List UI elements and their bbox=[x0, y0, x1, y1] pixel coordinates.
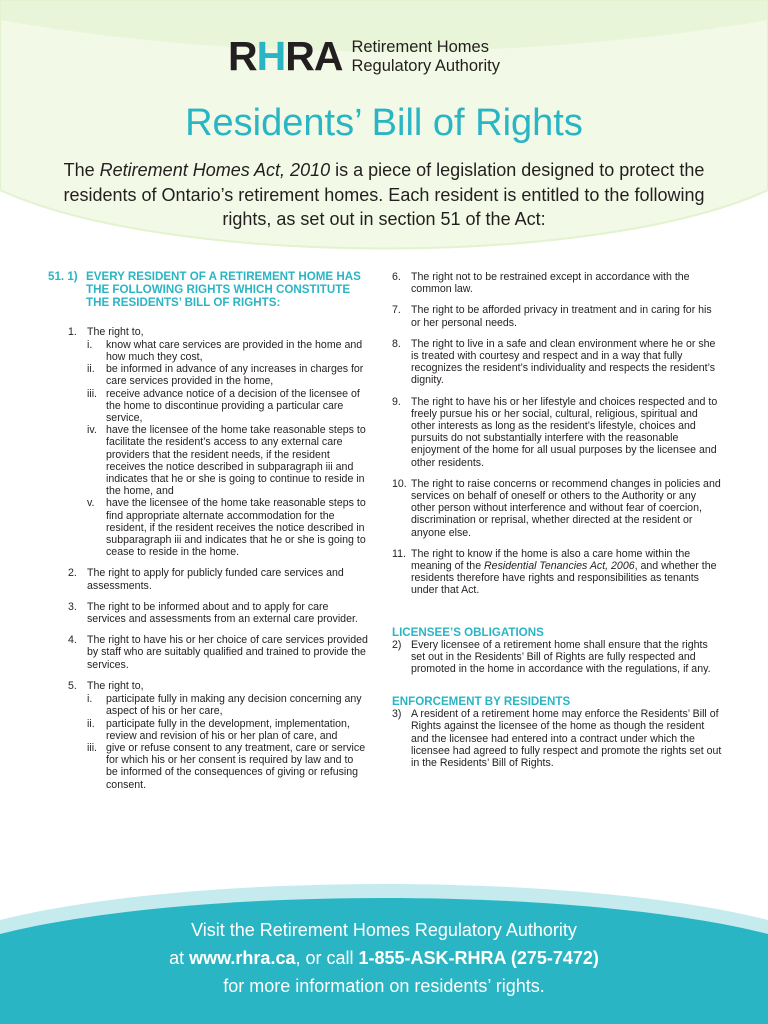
right-number: 6. bbox=[392, 271, 401, 283]
paragraph-number: 2) bbox=[392, 638, 402, 651]
right-item-1 bbox=[68, 326, 368, 559]
sub-item bbox=[87, 339, 368, 363]
sub-text: participate fully in making any decision concerning any aspect of his or her care, bbox=[106, 693, 362, 718]
sub-text: be informed in advance of any increases in charges for care services provided in the home, bbox=[106, 363, 364, 388]
rhra-logo bbox=[228, 33, 501, 79]
paragraph-text: Every licensee of a retirement home shall ensure that the rights set out in the Residents’ Bill of Rights are fully respected and promoted in the home in accordance with the regulations, if any. bbox=[411, 638, 711, 676]
right-item-7 bbox=[392, 304, 722, 328]
website-link[interactable]: www.rhra.ca bbox=[189, 948, 296, 968]
phone-number[interactable]: 1-855-ASK-RHRA (275-7472) bbox=[358, 948, 599, 968]
sub-text: participate fully in the development, implementation, review and revision of his or her plan of care, and bbox=[106, 717, 350, 742]
rights-list-left bbox=[48, 326, 368, 791]
licensee-obligations-heading: LICENSEE’S OBLIGATIONS bbox=[392, 625, 544, 639]
sub-item bbox=[87, 742, 368, 791]
right-text: The right not to be restrained except in accordance with the common law. bbox=[411, 271, 690, 296]
sub-item bbox=[87, 497, 368, 558]
right-column bbox=[392, 271, 722, 769]
right-11-text-start: The right to know if the home is also a care home within the meaning of the bbox=[411, 547, 691, 573]
page-title: Residents’ Bill of Rights bbox=[185, 102, 583, 144]
right-number: 1. bbox=[68, 325, 77, 338]
sub-numeral: ii. bbox=[87, 717, 95, 730]
sub-item bbox=[87, 693, 368, 717]
sub-numeral: iii. bbox=[87, 741, 98, 754]
right-item-8 bbox=[392, 338, 722, 387]
right-item-6 bbox=[392, 271, 722, 295]
right-number: 9. bbox=[392, 395, 401, 408]
right-number: 3. bbox=[68, 600, 77, 613]
right-item-3 bbox=[68, 601, 368, 625]
footer-contact bbox=[0, 916, 768, 1000]
right-item-2 bbox=[68, 567, 368, 591]
right-item-9 bbox=[392, 396, 722, 469]
right-text: The right to live in a safe and clean environment where he or she is treated with courtesy and respect and in a way that fully recognizes the resident’s individuality and respects the resident’s dignity. bbox=[411, 337, 716, 387]
logo-wordmark-line1: Retirement Homes bbox=[351, 37, 489, 56]
right-item-10 bbox=[392, 478, 722, 539]
logo-wordmark-line2: Regulatory Authority bbox=[351, 56, 501, 75]
sub-item bbox=[87, 424, 368, 497]
sub-item bbox=[87, 718, 368, 742]
sub-numeral: iv. bbox=[87, 424, 97, 437]
sub-text: know what care services are provided in the home and how much they cost, bbox=[106, 338, 363, 364]
licensee-obligations-paragraph bbox=[392, 639, 722, 676]
sub-numeral: ii. bbox=[87, 363, 95, 376]
logo-wordmark bbox=[351, 38, 500, 76]
section-51-heading bbox=[48, 270, 368, 310]
right-text: The right to have his or her choice of care services provided by staff who are suitably qualified and trained to provide the services. bbox=[87, 634, 368, 671]
sub-numeral: i. bbox=[87, 693, 93, 706]
enforcement-paragraph bbox=[392, 708, 722, 769]
footer-or-call-text: , or call bbox=[295, 948, 359, 968]
sub-text: have the licensee of the home take reasonable steps to facilitate the resident’s access to any external care providers that the resident needs, if the resident receives the notice described in subparagraph iii and indicates that he or she is going to continue to reside in the home, and bbox=[106, 424, 366, 498]
right-item-4 bbox=[68, 634, 368, 671]
footer-line-3: for more information on residents’ rights. bbox=[223, 976, 545, 996]
section-51-heading-text: EVERY RESIDENT OF A RETIREMENT HOME HAS THE FOLLOWING RIGHTS WHICH CONSTITUTE THE RESIDENTS’ BILL OF RIGHTS: bbox=[86, 270, 361, 310]
right-text: The right to raise concerns or recommend changes in policies and services on behalf of oneself or others to the Authority or any other person without interference and without fear of coercion, discrimination or reprisal, whether directed at the resident or anyone else. bbox=[411, 477, 721, 539]
intro-act-name: Retirement Homes Act, 2010 bbox=[99, 160, 331, 180]
right-1-sublist bbox=[87, 339, 368, 559]
right-item-11 bbox=[392, 548, 722, 597]
enforcement-heading: ENFORCEMENT BY RESIDENTS bbox=[392, 695, 571, 709]
intro-paragraph bbox=[40, 158, 728, 232]
right-number: 5. bbox=[68, 679, 77, 692]
sub-numeral: iii. bbox=[87, 387, 98, 400]
paragraph-text: A resident of a retirement home may enforce the Residents’ Bill of Rights against the licensee of the home as though the resident and the licensee had entered into a contract under which the licensee had agreed to fully respect and promote the rights set out in the Residents’ Bill of Rights. bbox=[411, 708, 722, 770]
right-number: 10. bbox=[392, 477, 407, 490]
footer-line-2 bbox=[0, 944, 768, 972]
right-text: The right to be informed about and to apply for care services and assessments from an external care provider. bbox=[87, 600, 358, 626]
right-text: The right to have his or her lifestyle and choices respected and to freely pursue his or her social, cultural, religious, spiritual and other interests as long as the resident’s lifestyle, choices and pursuits do not substantially interfere with the reasonable enjoyment of the home for all usual purposes by the licensee and other residents. bbox=[411, 395, 718, 469]
right-5-sublist bbox=[87, 693, 368, 791]
right-11-text-end: , and whether the residents therefore have rights and responsibilities as tenants under that Act. bbox=[411, 560, 717, 597]
right-number: 7. bbox=[392, 304, 401, 317]
logo-letters-ra: RA bbox=[285, 33, 343, 79]
right-text: The right to, bbox=[87, 325, 144, 338]
right-11-act-name: Residential Tenancies Act, 2006 bbox=[484, 560, 635, 573]
logo-letter-h: H bbox=[256, 33, 286, 79]
right-text: The right to, bbox=[87, 679, 144, 692]
sub-item bbox=[87, 388, 368, 425]
sub-text: have the licensee of the home take reasonable steps to find appropriate alternate accommodation for the resident, if the resident receives the notice described in subparagraph iii and indicates that he or she is going to cease to reside in the home. bbox=[106, 497, 366, 559]
right-number: 11. bbox=[392, 547, 406, 560]
right-text: The right to be afforded privacy in treatment and in caring for his or her personal needs. bbox=[411, 304, 712, 329]
right-text: The right to apply for publicly funded care services and assessments. bbox=[87, 567, 344, 592]
right-item-5 bbox=[68, 680, 368, 791]
right-number: 2. bbox=[68, 567, 77, 580]
left-column bbox=[48, 270, 368, 800]
logo-mark bbox=[228, 33, 343, 79]
sub-text: receive advance notice of a decision of the licensee of the home to discontinue providing a particular care service, bbox=[106, 387, 360, 425]
sub-numeral: i. bbox=[87, 338, 93, 351]
right-text bbox=[411, 548, 722, 597]
right-number: 4. bbox=[68, 634, 77, 647]
sub-text: give or refuse consent to any treatment, care or service for which his or her consent is required by law and to be informed of the consequences of giving or refusing consent. bbox=[106, 741, 366, 791]
intro-text-start: The bbox=[63, 160, 100, 180]
section-51-number: 51. 1) bbox=[48, 270, 78, 283]
intro-text-end: is a piece of legislation designed to protect the residents of Ontario’s retirement homes. Each resident is entitled to the following rights, as set out in section 51 of the Act: bbox=[63, 160, 705, 229]
footer-at-text: at bbox=[169, 948, 190, 968]
right-number: 8. bbox=[392, 337, 401, 350]
paragraph-number: 3) bbox=[392, 708, 402, 721]
sub-item bbox=[87, 363, 368, 387]
footer-line-1: Visit the Retirement Homes Regulatory Authority bbox=[191, 920, 577, 940]
logo-letter-r: R bbox=[228, 33, 257, 79]
sub-numeral: v. bbox=[87, 497, 95, 510]
